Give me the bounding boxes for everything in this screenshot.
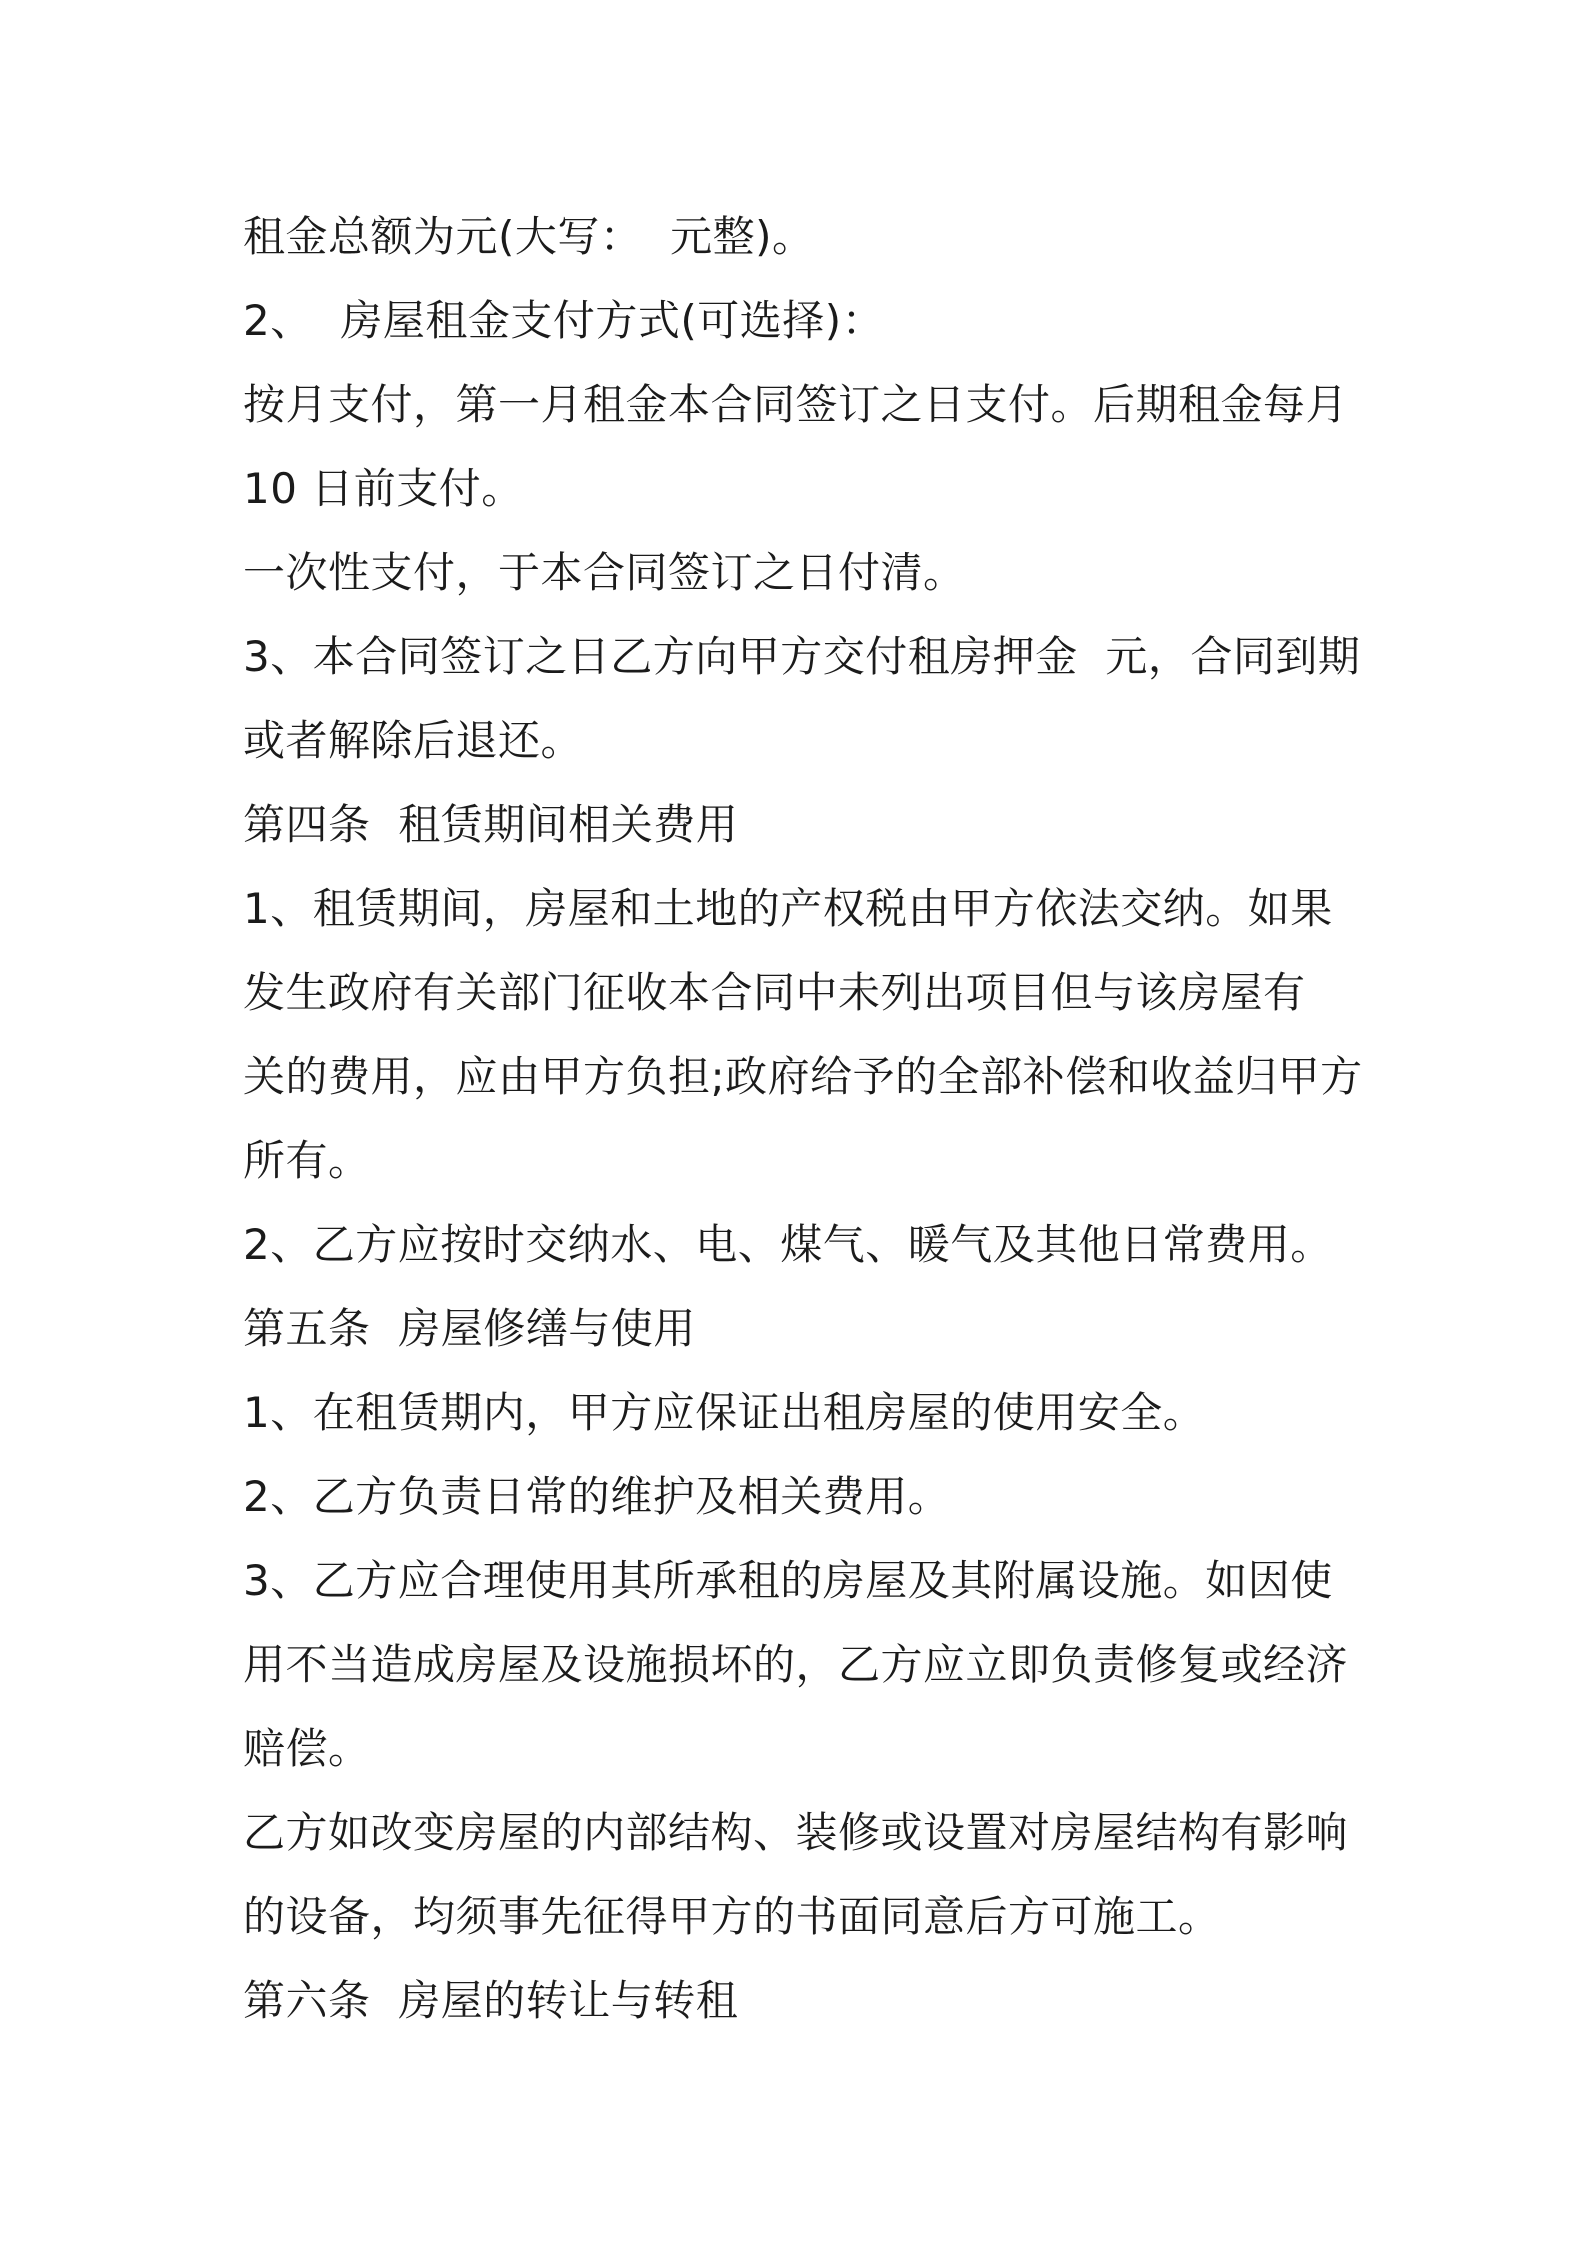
text-line: 租金总额为元(大写： 元整)。: [243, 212, 815, 261]
text-line: 按月支付，第一月租金本合同签订之日支付。后期租金每月: [243, 380, 1349, 429]
text-line: 10 日前支付。: [243, 464, 524, 513]
text-line: 或者解除后退还。: [243, 716, 584, 765]
text-line: 用不当造成房屋及设施损坏的，乙方应立即负责修复或经济: [243, 1640, 1349, 1689]
section-heading: 第五条 房屋修缮与使用: [243, 1304, 696, 1353]
text-line: 2、乙方负责日常的维护及相关费用。: [243, 1472, 951, 1521]
text-line: 所有。: [243, 1136, 371, 1185]
text-line: 2、乙方应按时交纳水、电、煤气、暖气及其他日常费用。: [243, 1220, 1333, 1269]
text-line: 1、在租赁期内，甲方应保证出租房屋的使用安全。: [243, 1388, 1206, 1437]
document-body: [243, 195, 1373, 2043]
text-line: 乙方如改变房屋的内部结构、装修或设置对房屋结构有影响: [243, 1808, 1349, 1857]
text-line: 3、乙方应合理使用其所承租的房屋及其附属设施。如因使: [243, 1556, 1333, 1605]
section-heading: 第四条 租赁期间相关费用: [243, 800, 739, 849]
section-heading: 第六条 房屋的转让与转租: [243, 1976, 739, 2025]
text-line: 3、本合同签订之日乙方向甲方交付租房押金 元，合同到期: [243, 632, 1361, 681]
text-line: 的设备，均须事先征得甲方的书面同意后方可施工。: [243, 1892, 1221, 1941]
text-line: 发生政府有关部门征收本合同中未列出项目但与该房屋有: [243, 968, 1306, 1017]
text-line: 2、 房屋租金支付方式(可选择)：: [243, 296, 885, 345]
text-line: 一次性支付，于本合同签订之日付清。: [243, 548, 966, 597]
text-line: 1、租赁期间，房屋和土地的产权税由甲方依法交纳。如果: [243, 884, 1333, 933]
text-line: 赔偿。: [243, 1724, 371, 1773]
text-line: 关的费用，应由甲方负担;政府给予的全部补偿和收益归甲方: [243, 1052, 1363, 1101]
